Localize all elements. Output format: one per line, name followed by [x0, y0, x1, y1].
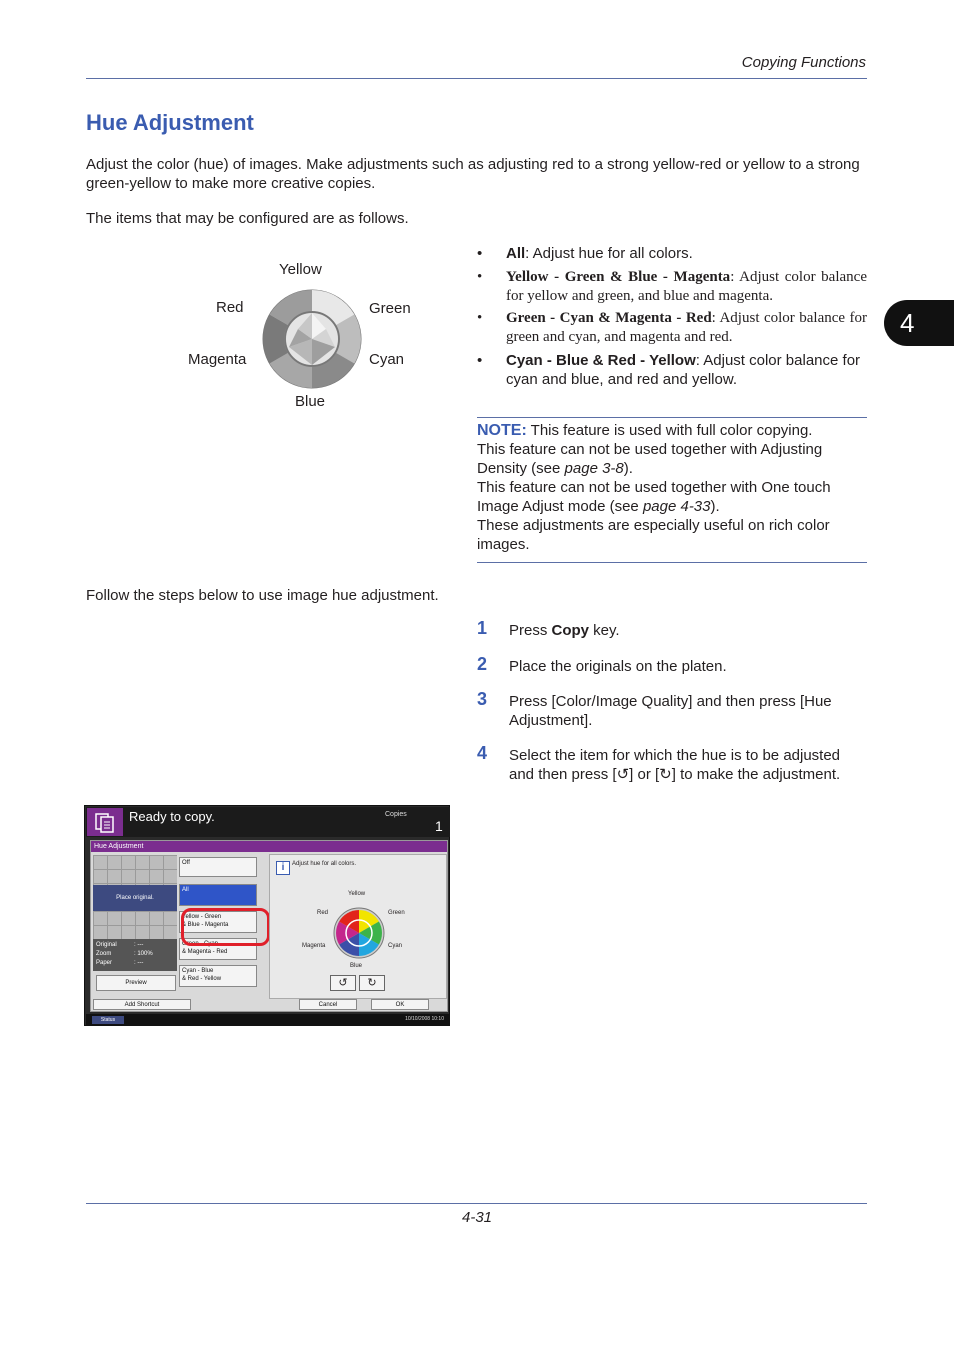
step-text-post: ] to make the adjustment. — [671, 766, 841, 783]
bullet-green-cyan-magenta-red: • Green - Cyan & Magenta - Red: Adjust color balance for green and cyan, and magenta and red. — [477, 310, 867, 345]
bullet-desc: : Adjust hue for all colors. — [525, 245, 693, 262]
note-line3b: ). — [710, 498, 720, 515]
paper-value: : --- — [134, 960, 144, 966]
hue-wheel-diagram — [262, 289, 362, 389]
bullet-term: Green - Cyan & Magenta - Red — [506, 310, 712, 326]
note-top-rule — [477, 417, 867, 418]
wheel-label-blue: Blue — [295, 393, 326, 410]
step-text-post: key. — [589, 622, 620, 639]
chapter-tab: 4 — [884, 300, 954, 346]
wheel-label-magenta: Magenta — [188, 351, 247, 368]
note-bottom-rule — [477, 562, 867, 563]
page-number: 4-31 — [461, 1209, 493, 1226]
preview-button[interactable]: Preview — [96, 975, 176, 991]
hue-adjustment-panel — [90, 840, 448, 1012]
color-wheel-icon — [333, 907, 385, 959]
panel-title: Hue Adjustment — [91, 841, 447, 852]
note-line1: This feature is used with full color copying. — [526, 422, 813, 439]
rotate-right-button[interactable]: ↻ — [359, 975, 385, 991]
step-text-mid: ] or [ — [629, 766, 660, 783]
option-cyan-blue-red-yellow-button[interactable] — [179, 965, 257, 987]
option-label-line2: & Blue - Magenta — [182, 922, 229, 928]
status-button[interactable]: Status — [92, 1016, 124, 1024]
option-off-button[interactable]: Off — [179, 857, 257, 877]
screen-wheel-green: Green — [388, 910, 405, 916]
step-number: 1 — [477, 618, 488, 638]
note-line3a: This feature can not be used together with One touch Image Adjust mode (see — [477, 479, 831, 515]
step-1-text — [509, 621, 869, 640]
step-4-text — [509, 746, 869, 784]
screen-datetime: 10/10/2008 10:10 — [405, 1016, 444, 1022]
rotate-left-button[interactable]: ↺ — [330, 975, 356, 991]
screen-wheel-yellow: Yellow — [348, 891, 366, 897]
add-shortcut-button[interactable]: Add Shortcut — [93, 999, 191, 1010]
step-text-pre: Select the item for which the hue is to be adjusted and then press [ — [509, 747, 841, 783]
rotate-left-icon: ↺ — [616, 766, 630, 783]
step-number: 3 — [477, 689, 488, 709]
copy-mode-icon — [87, 808, 123, 836]
copies-label: Copies — [385, 811, 407, 818]
wheel-label-green: Green — [369, 300, 411, 317]
screen-wheel-magenta: Magenta — [302, 943, 326, 949]
bullet-cyan-blue-red-yellow: • Cyan - Blue & Red - Yellow: Adjust color balance for cyan and blue, and red and yellow. — [477, 352, 861, 388]
bullet-all: • All: Adjust hue for all colors. — [477, 245, 693, 262]
note-page-ref[interactable]: page 3-8 — [564, 460, 624, 477]
bullet-term: Cyan - Blue & Red - Yellow — [506, 352, 696, 369]
page-title: Hue Adjustment — [86, 110, 254, 135]
wheel-label-yellow: Yellow — [279, 261, 322, 278]
option-label-line2: & Red - Yellow — [182, 976, 222, 982]
note-line2b: ). — [623, 460, 633, 477]
zoom-label: Zoom — [96, 951, 112, 957]
note-line2a: This feature can not be used together with Adjusting Density (see — [477, 441, 823, 477]
adjustment-area — [269, 854, 447, 999]
screen-wheel-blue: Blue — [350, 963, 363, 969]
original-info — [93, 939, 177, 971]
place-original-text: Place original. — [93, 885, 177, 911]
paper-label: Paper — [96, 960, 113, 966]
screen-footer — [86, 1014, 450, 1025]
bullet-desc: : Adjust color balance for green and cyan, and magenta and red. — [506, 310, 867, 345]
screen-status-text: Ready to copy. — [129, 809, 215, 824]
step-3-text: Press [Color/Image Quality] and then press [Hue Adjustment]. — [509, 693, 832, 729]
wheel-label-cyan: Cyan — [369, 351, 405, 368]
intro-paragraph: Adjust the color (hue) of images. Make adjustments such as adjusting red to a strong yellow-red or yellow to a strong green-yellow to make more creative copies. — [86, 156, 860, 192]
cancel-button[interactable]: Cancel — [299, 999, 357, 1010]
screen-wheel-cyan: Cyan — [388, 943, 403, 949]
option-label-line1: Cyan - Blue — [182, 968, 214, 974]
note-label: NOTE: — [477, 422, 527, 439]
bullet-desc: : Adjust color balance for yellow and green, and blue and magenta. — [506, 269, 867, 304]
step-2-text: Place the originals on the platen. — [509, 658, 727, 675]
header-rule — [86, 78, 867, 79]
highlight-circle — [181, 908, 270, 946]
wheel-label-red: Red — [216, 299, 244, 316]
note-page-ref[interactable]: page 4-33 — [642, 498, 711, 515]
step-text-pre: Press — [509, 622, 552, 639]
step-key-name: Copy — [551, 622, 590, 639]
original-value: : --- — [134, 942, 144, 948]
bullet-desc: : Adjust color balance for cyan and blue, and red and yellow. — [506, 352, 861, 388]
option-label-line1: Yellow - Green — [182, 914, 222, 920]
running-header: Copying Functions — [741, 54, 866, 71]
original-label: Original — [96, 942, 117, 948]
step-number: 4 — [477, 743, 488, 763]
footer-rule — [86, 1203, 867, 1204]
bullet-yellow-green-blue-magenta: • Yellow - Green & Blue - Magenta: Adjust color balance for yellow and green, and blue and magenta. — [477, 269, 867, 304]
option-label-line1: Green - Cyan — [182, 941, 219, 947]
note-line4: These adjustments are especially useful on rich color images. — [477, 517, 830, 553]
bullet-term: All — [506, 245, 526, 262]
note-box — [477, 421, 867, 554]
ok-button[interactable]: OK — [371, 999, 429, 1010]
zoom-value: : 100% — [134, 951, 153, 957]
follow-text: Follow the steps below to use image hue adjustment. — [86, 587, 439, 604]
option-all-button[interactable]: All — [179, 884, 257, 906]
rotate-right-icon: ↻ — [659, 766, 672, 783]
option-label-line2: & Magenta - Red — [182, 949, 228, 955]
bullet-term: Yellow - Green & Blue - Magenta — [506, 269, 731, 285]
info-icon: i — [276, 861, 290, 875]
screen-wheel-red: Red — [317, 910, 329, 916]
items-intro: The items that may be configured are as follows. — [86, 210, 409, 227]
adjustment-message: Adjust hue for all colors. — [292, 861, 357, 867]
step-number: 2 — [477, 654, 488, 674]
copies-count: 1 — [435, 818, 443, 834]
device-screen — [84, 805, 450, 1026]
